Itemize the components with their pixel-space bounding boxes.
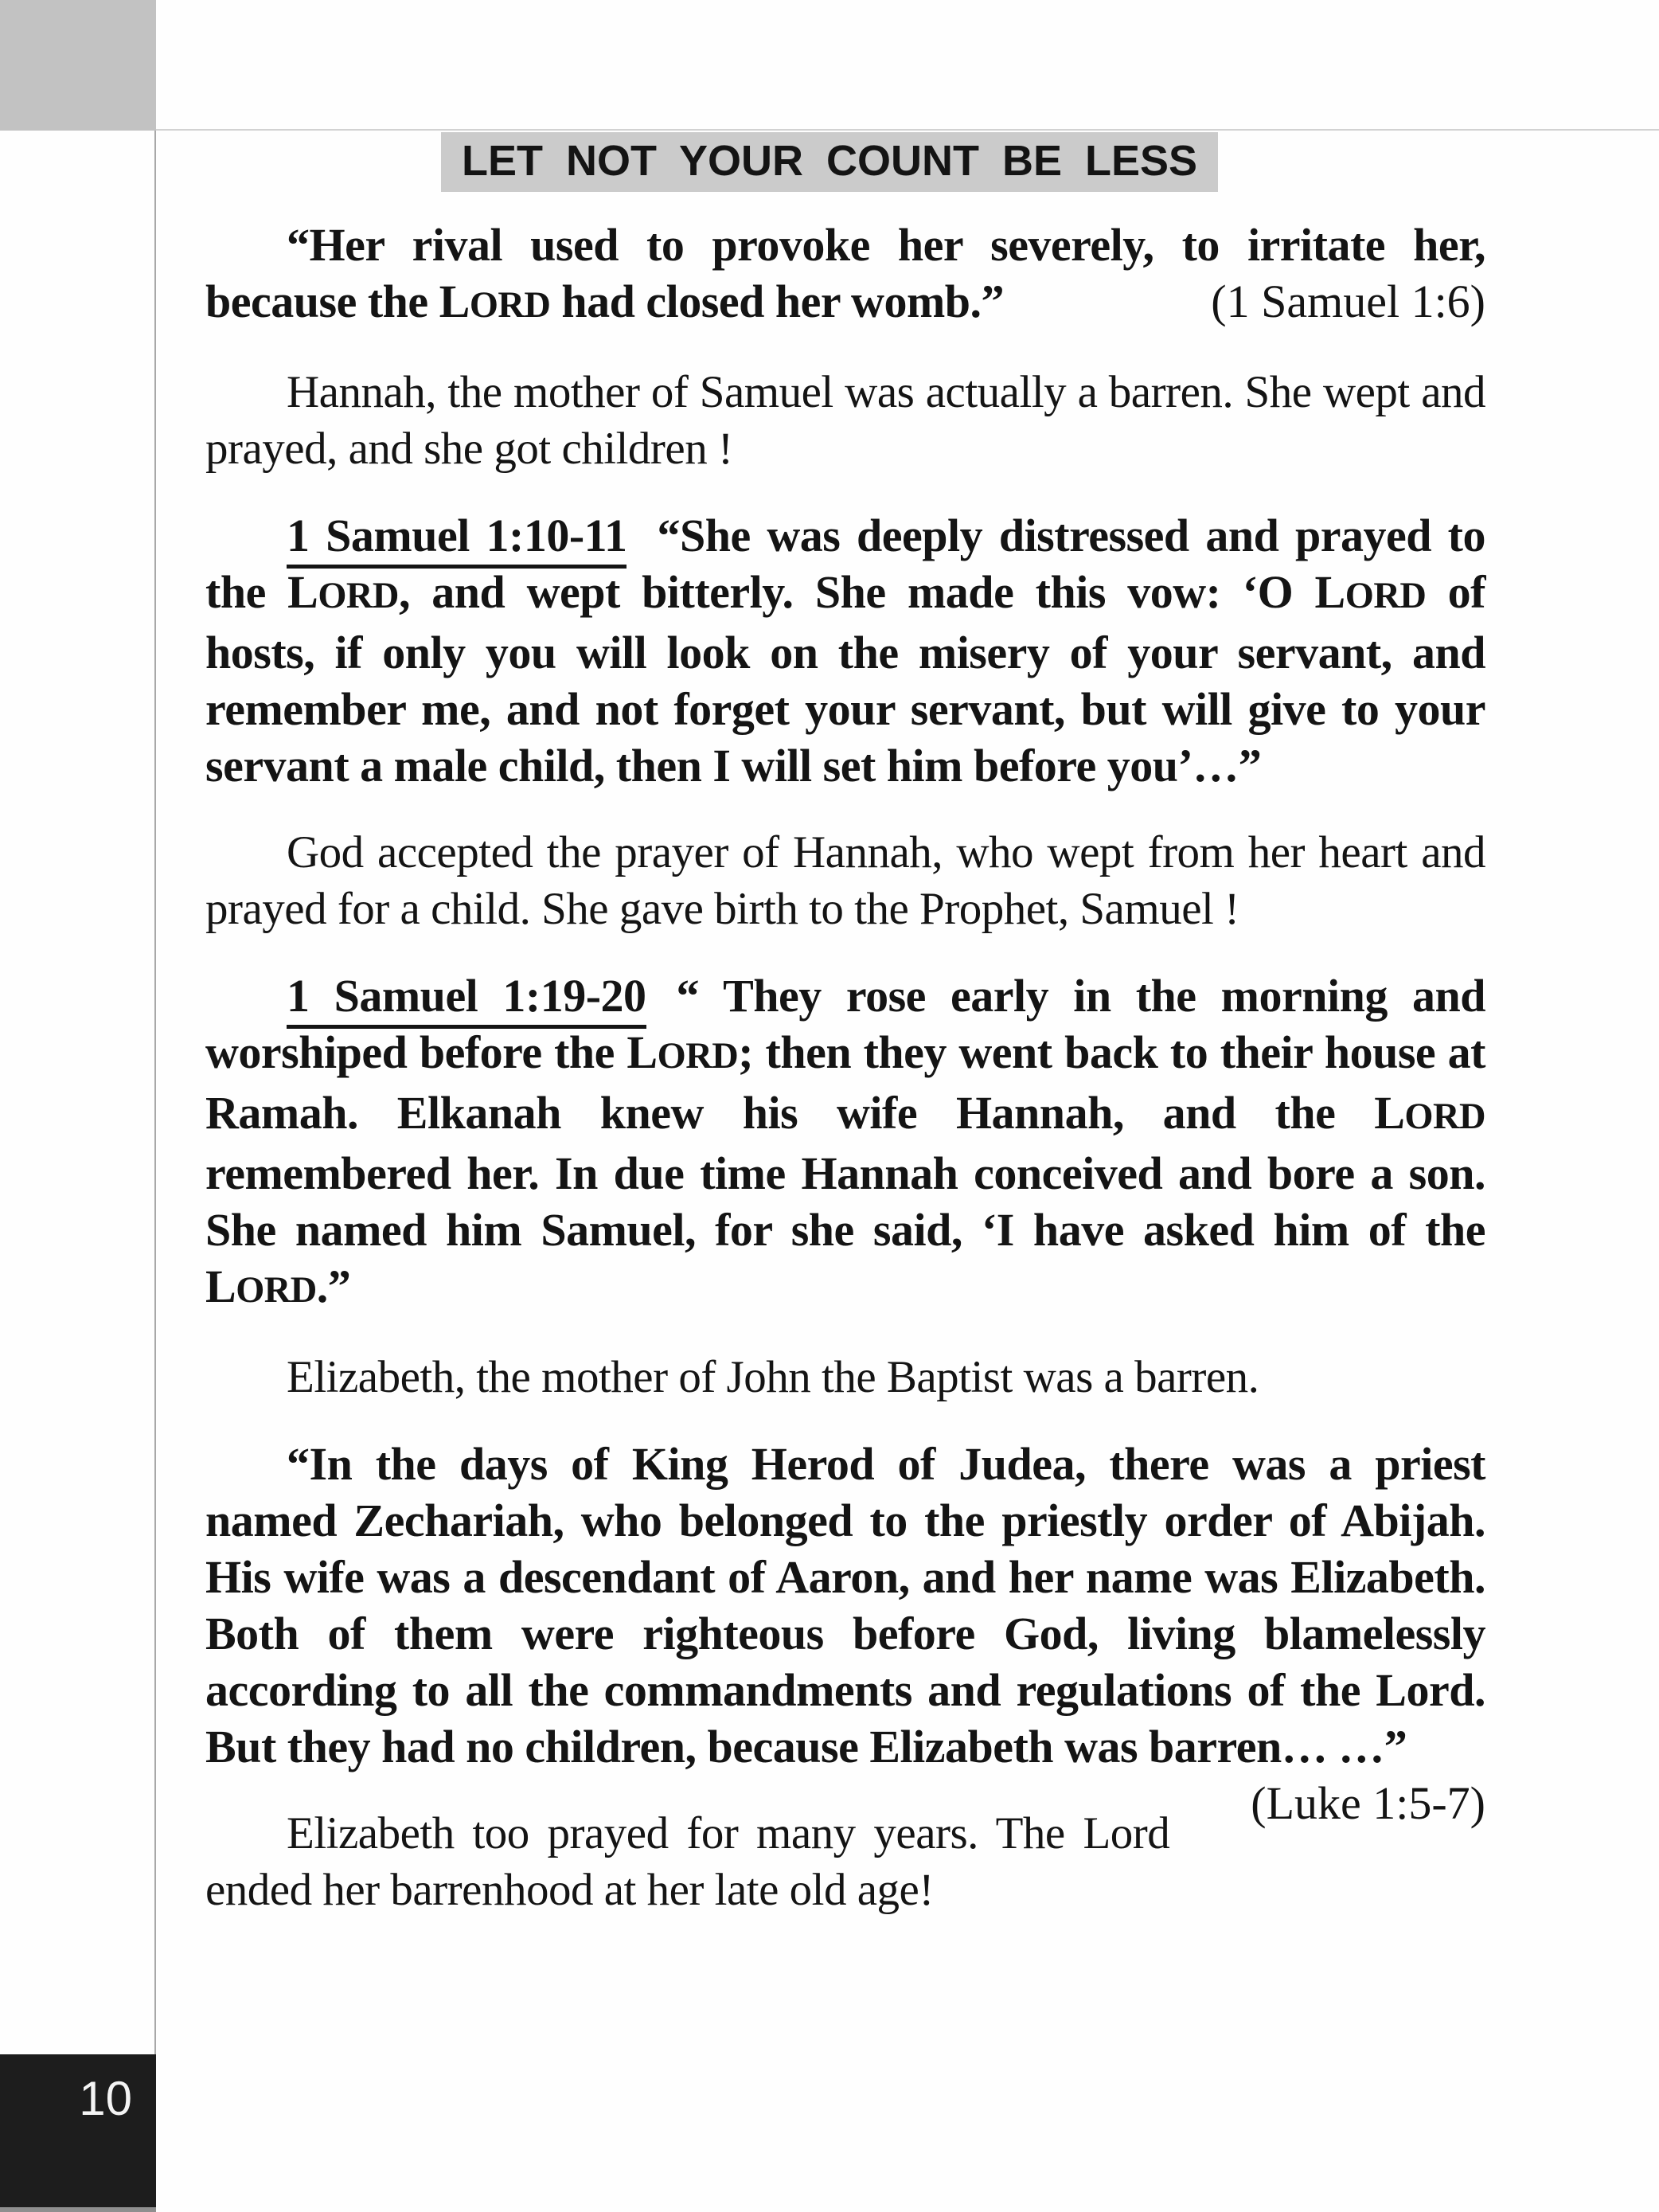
top-horizontal-rule (156, 129, 1659, 131)
small-caps-lord: LORD (1374, 1087, 1485, 1139)
scripture-quote-paragraph: “In the days of King Herod of Judea, there was a priest named Zechariah, who belonged to the priestly order of Abijah. His wife was a descendant of Aaron, and her name was Elizabeth. Both of them were righteous before God, living blamelessly according to all the commandments and regulations of the Lord. But they had no children, because Elizabeth was barren… …” (Luke 1:5-7) (205, 1436, 1485, 1775)
scripture-citation: (Luke 1:5-7) (1251, 1777, 1485, 1829)
narration-paragraph: God accepted the prayer of Hannah, who wept from her heart and prayed for a child. She gave birth to the Prophet, Samuel ! (205, 827, 1485, 934)
page-title: LET NOT YOUR COUNT BE LESS (441, 132, 1218, 192)
scripture-quote-paragraph: “Her rival used to provoke her severely, to irritate her, because the LORD had closed her womb.” (1 Samuel 1:6) (205, 217, 1485, 334)
left-vertical-rule (154, 131, 156, 2054)
small-caps-lord: LORD (627, 1026, 739, 1078)
narration-paragraph: Elizabeth too prayed for many years. The Lord ended her barrenhood at her late old age! (205, 1808, 1170, 1915)
scripture-quote-paragraph: 1 Samuel 1:19-20 “ They rose early in the morning and worshiped before the LORD; then they went back to their house at Ramah. Elkanah knew his wife Hannah, and the LORD remembered her. In due time Hannah conceived and bore a son. She named him Samuel, for she said, ‘I have asked him of the LORD.” (205, 970, 1485, 1312)
page-number: 10 (0, 2054, 156, 2207)
scripture-reference: 1 Samuel 1:19-20 (287, 970, 646, 1029)
narration-paragraph: Hannah, the mother of Samuel was actually a barren. She wept and prayed, and she got children ! (205, 367, 1485, 474)
page-body (205, 217, 1485, 1948)
small-caps-lord: LORD (1314, 566, 1427, 618)
page-header-row (0, 132, 1659, 192)
corner-decoration (0, 0, 156, 131)
small-caps-lord: LORD (439, 276, 551, 327)
scripture-quote-paragraph: 1 Samuel 1:10-11 “She was deeply distressed and prayed to the LORD, and wept bitterly. She made this vow: ‘O LORD of hosts, if only you will look on the misery of your servant, and remember me, and not forget your servant, but will give to your servant a male child, then I will set him before you’…” (205, 510, 1485, 791)
small-caps-lord: LORD (205, 1260, 317, 1312)
page-number-shadow (0, 2207, 156, 2212)
scripture-citation: (1 Samuel 1:6) (1211, 276, 1485, 327)
small-caps-lord: LORD (287, 566, 399, 618)
narration-paragraph: Elizabeth, the mother of John the Baptist was a barren. (287, 1352, 1259, 1402)
scripture-reference: 1 Samuel 1:10-11 (287, 510, 627, 569)
